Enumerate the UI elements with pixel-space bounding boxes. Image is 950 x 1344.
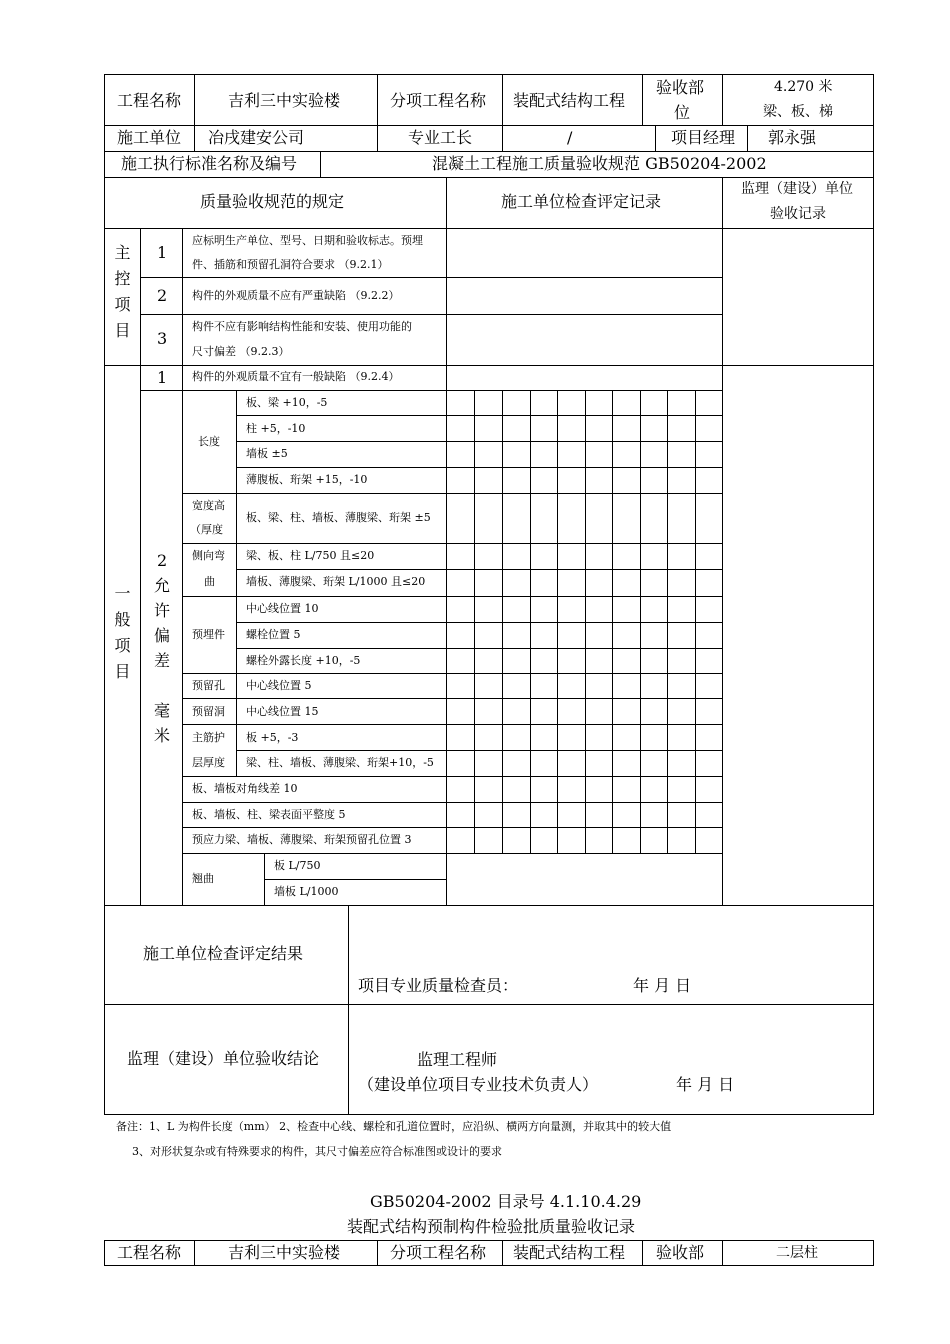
main-control-label: 主控项目 [112, 244, 131, 348]
deviation-row: 墙板 ±5 [246, 447, 288, 460]
next-accept-part-label: 验收部 [656, 1243, 705, 1262]
deviation-row: 中心线位置 5 [246, 679, 312, 692]
group-cover-2: 层厚度 [192, 756, 225, 769]
col-supervisor: 监理（建设）单位 [741, 181, 853, 197]
next-sub-project-label: 分项工程名称 [390, 1243, 487, 1262]
contractor-result-label: 施工单位检查评定结果 [143, 944, 304, 963]
deviation-row: 预应力梁、墙板、薄腹梁、珩架预留孔位置 3 [192, 833, 412, 846]
next-project-value: 吉利三中实验楼 [228, 1243, 341, 1262]
next-project-label: 工程名称 [117, 1243, 182, 1262]
foreman-value: / [567, 128, 573, 147]
main-item-no: 3 [157, 329, 168, 348]
group-width-2: （厚度 [190, 523, 223, 536]
main-item-no: 2 [157, 286, 168, 305]
deviation-row: 中心线位置 10 [246, 602, 319, 615]
pm-value: 郭永强 [768, 128, 817, 147]
deviation-row: 板、墙板、柱、梁表面平整度 5 [192, 808, 346, 821]
deviation-row: 墙板 L/1000 [274, 885, 339, 898]
next-sub-project-value: 装配式结构工程 [513, 1243, 626, 1262]
supervisor-engineer: 监理工程师 [417, 1050, 498, 1069]
sub-project-value: 装配式结构工程 [513, 91, 626, 110]
supervision-date: 年 月 日 [676, 1075, 735, 1094]
group-cover: 主筋护 [192, 731, 225, 744]
allowed-dev-label: 许 [154, 601, 171, 620]
deviation-row: 板 +5，-3 [246, 731, 299, 744]
pm-label: 项目经理 [671, 128, 736, 147]
inspector-date: 年 月 日 [633, 976, 692, 995]
main-item-text: 构件不应有影响结构性能和安装、使用功能的 [192, 320, 412, 333]
accept-part-value-2: 梁、板、梯 [763, 104, 833, 120]
group-bend-2: 曲 [204, 575, 215, 588]
deviation-row: 梁、板、柱 L/750 且≤20 [246, 549, 375, 562]
deviation-row: 板、梁、柱、墙板、薄腹梁、珩架 ±5 [246, 511, 431, 524]
standard-value: 混凝土工程施工质量验收规范 GB50204-2002 [432, 154, 767, 173]
main-item-text-2: 件、插筋和预留孔洞符合要求 （9.2.1） [192, 258, 389, 271]
next-page-code: GB50204-2002 目录号 4.1.10.4.29 [370, 1192, 642, 1211]
allowed-dev-label: 差 [154, 651, 171, 670]
contractor-value: 冶戌建安公司 [208, 128, 305, 147]
next-accept-part-value: 二层柱 [776, 1245, 818, 1261]
allowed-dev-num: 2 [157, 551, 168, 570]
group-hole: 预留孔 [192, 679, 225, 692]
col-supervisor-2: 验收记录 [770, 206, 826, 222]
main-item-text-2: 尺寸偏差 （9.2.3） [192, 345, 290, 358]
project-name-value: 吉利三中实验楼 [228, 91, 341, 110]
accept-part-label-2: 位 [674, 103, 691, 122]
allowed-dev-label: 允 [154, 576, 171, 595]
deviation-row: 中心线位置 15 [246, 705, 319, 718]
next-page-table [104, 1240, 874, 1266]
deviation-row: 板、梁 +10，-5 [246, 396, 328, 409]
next-page-title: 装配式结构预制构件检验批质量验收记录 [347, 1217, 636, 1236]
group-width: 宽度高 [192, 499, 225, 512]
main-item-text: 构件的外观质量不应有严重缺陷 （9.2.2） [192, 289, 400, 302]
group-bend: 侧向弯 [192, 549, 225, 562]
general-item-no: 1 [157, 368, 168, 387]
accept-part-value: 4.270 米 [774, 79, 833, 95]
note-line: 备注：1、L 为构件长度（mm） 2、检查中心线、螺栓和孔道位置时，应沿纵、横两方向量测，并取其中的较大值 [116, 1120, 672, 1133]
allowed-dev-label: 偏 [154, 626, 171, 645]
contractor-label: 施工单位 [117, 128, 182, 147]
deviation-row: 墙板、薄腹梁、珩架 L/1000 且≤20 [246, 575, 426, 588]
foreman-label: 专业工长 [408, 128, 473, 147]
deviation-row: 柱 +5，-10 [246, 422, 306, 435]
general-item-text: 构件的外观质量不宜有一般缺陷 （9.2.4） [192, 370, 400, 383]
sub-project-label: 分项工程名称 [390, 91, 487, 110]
main-item-no: 1 [157, 243, 168, 262]
deviation-row: 薄腹板、珩架 +15，-10 [246, 473, 368, 486]
note-line: 3、对形状复杂或有特殊要求的构件，其尺寸偏差应符合标准图或设计的要求 [132, 1145, 502, 1158]
group-length: 长度 [198, 435, 220, 448]
group-cavity: 预留洞 [192, 705, 225, 718]
allowed-dev-unit: 米 [154, 726, 171, 745]
deviation-row: 梁、柱、墙板、薄腹梁、珩架+10，-5 [246, 756, 434, 769]
tech-lead: （建设单位项目专业技术负责人） [358, 1075, 599, 1094]
deviation-row: 板、墙板对角线差 10 [192, 782, 298, 795]
inspector-label: 项目专业质量检查员： [358, 976, 519, 995]
deviation-row: 螺栓外露长度 +10，-5 [246, 654, 361, 667]
col-contractor-record: 施工单位检查评定记录 [501, 192, 662, 211]
deviation-row: 板 L/750 [274, 859, 321, 872]
deviation-row: 螺栓位置 5 [246, 628, 301, 641]
col-spec: 质量验收规范的规定 [200, 192, 345, 211]
group-warp: 翘曲 [192, 872, 214, 885]
group-embed: 预埋件 [192, 628, 225, 641]
standard-label: 施工执行标准名称及编号 [121, 154, 298, 173]
supervision-label: 监理（建设）单位验收结论 [127, 1049, 320, 1068]
project-name-label: 工程名称 [117, 91, 182, 110]
main-item-text: 应标明生产单位、型号、日期和验收标志。预埋 [192, 234, 423, 247]
accept-part-label: 验收部 [656, 78, 705, 97]
general-label: 一般项目 [112, 585, 131, 689]
allowed-dev-unit: 毫 [154, 701, 171, 720]
